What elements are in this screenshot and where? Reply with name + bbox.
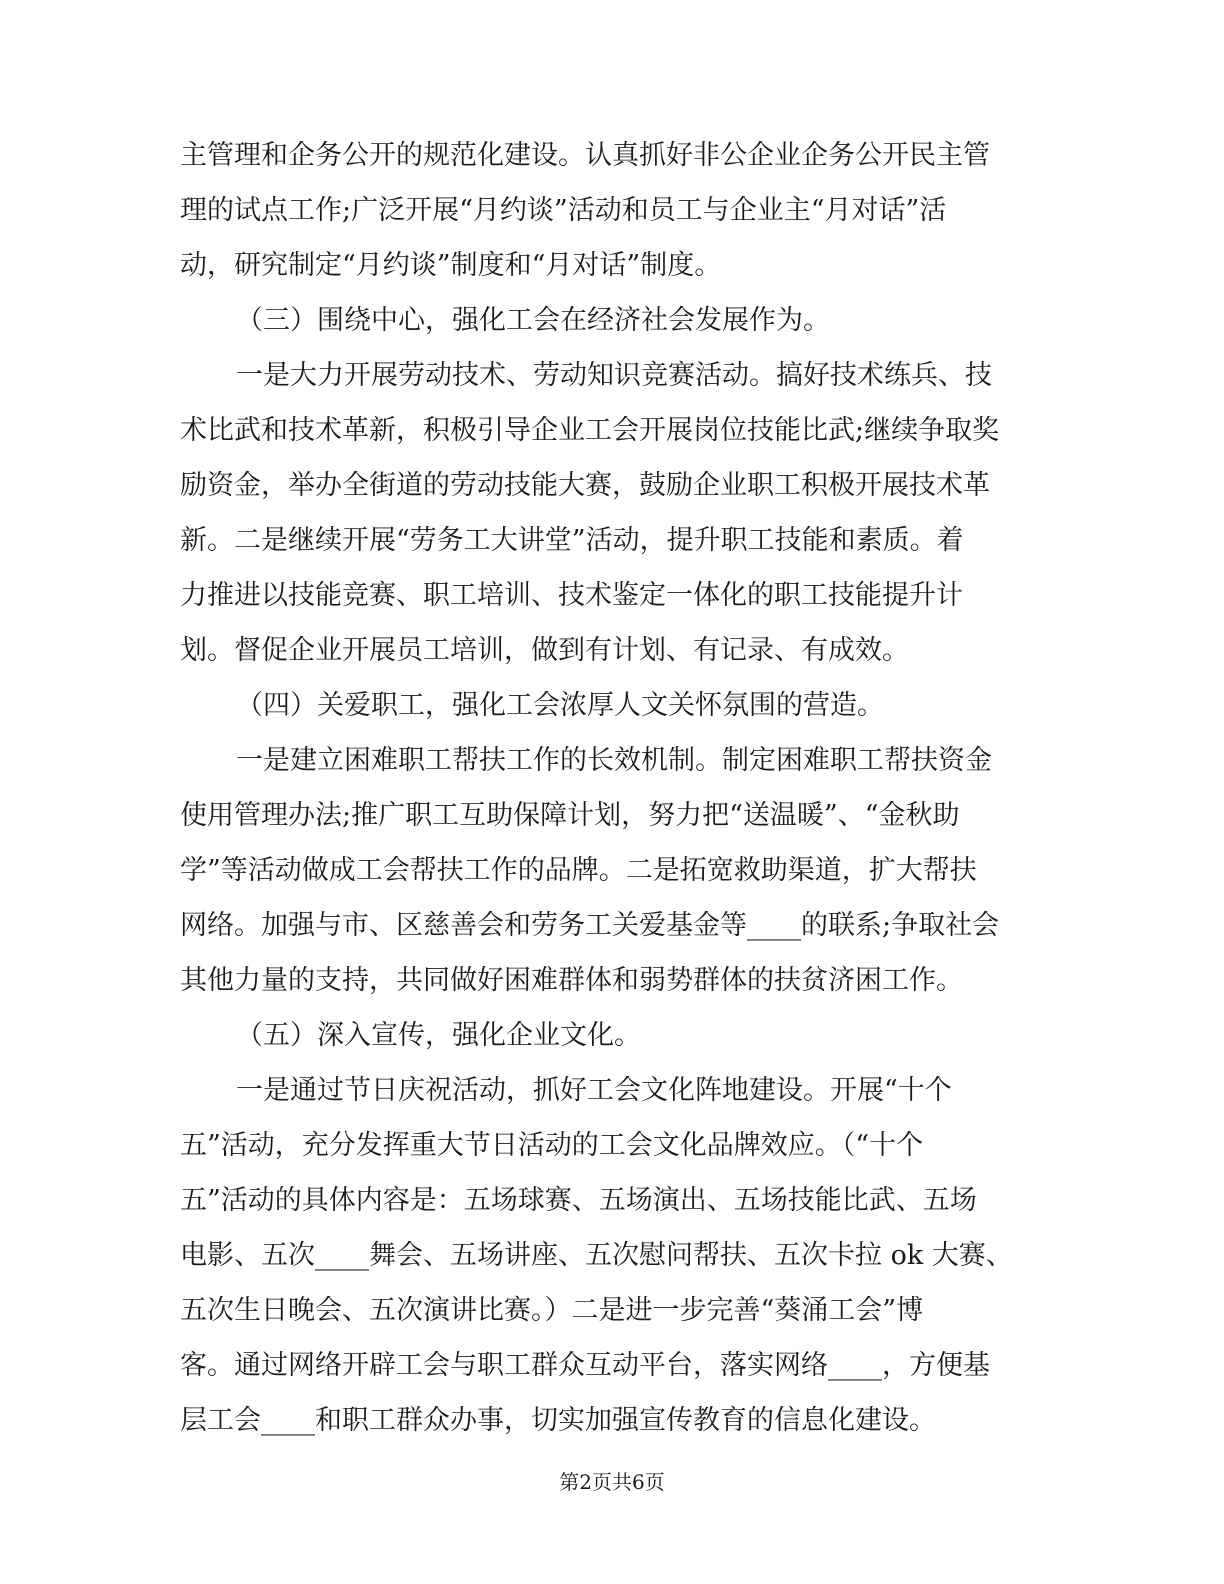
- text-line: 新。二是继续开展“劳务工大讲堂”活动，提升职工技能和素质。着: [180, 525, 964, 556]
- text-line: 五”活动的具体内容是：五场球赛、五场演出、五场技能比武、五场: [180, 1185, 977, 1216]
- section-heading-4: （四）关爱职工，强化工会浓厚人文关怀氛围的营造。: [236, 690, 884, 721]
- text-line: 学”等活动做成工会帮扶工作的品牌。二是拓宽救助渠道，扩大帮扶: [180, 855, 977, 886]
- document-body: [180, 128, 1026, 1448]
- text-line: 电影、五次____舞会、五场讲座、五次慰问帮扶、五次卡拉 ok 大赛、: [180, 1240, 1013, 1271]
- text-line: 一是通过节日庆祝活动，抓好工会文化阵地建设。开展“十个: [236, 1075, 952, 1106]
- text-line: 其他力量的支持，共同做好困难群体和弱势群体的扶贫济困工作。: [180, 965, 963, 996]
- text-line: 五”活动，充分发挥重大节日活动的工会文化品牌效应。（“十个: [180, 1130, 924, 1161]
- text-line: 一是建立困难职工帮扶工作的长效机制。制定困难职工帮扶资金: [236, 745, 992, 776]
- text-line: 一是大力开展劳动技术、劳动知识竞赛活动。搞好技术练兵、技: [236, 360, 992, 391]
- text-line: 使用管理办法;推广职工互助保障计划，努力把“送温暖”、“金秋助: [180, 800, 960, 831]
- text-line: 主管理和企务公开的规范化建设。认真抓好非公企业企务公开民主管: [180, 140, 990, 171]
- text-line: 五次生日晚会、五次演讲比赛。）二是进一步完善“葵涌工会”博: [180, 1295, 924, 1326]
- section-heading-3: （三）围绕中心，强化工会在经济社会发展作为。: [236, 305, 830, 336]
- text-line: 层工会____和职工群众办事，切实加强宣传教育的信息化建设。: [180, 1405, 936, 1436]
- text-line: 理的试点工作;广泛开展“月约谈”活动和员工与企业主“月对话”活: [180, 195, 947, 226]
- text-line: 划。督促企业开展员工培训，做到有计划、有记录、有成效。: [180, 635, 909, 666]
- text-line: 网络。加强与市、区慈善会和劳务工关爱基金等____的联系;争取社会: [180, 910, 1000, 941]
- text-line: 动，研究制定“月约谈”制度和“月对话”制度。: [180, 250, 722, 281]
- text-line: 术比武和技术革新，积极引导企业工会开展岗位技能比武;继续争取奖: [180, 415, 1000, 446]
- text-line: 力推进以技能竞赛、职工培训、技术鉴定一体化的职工技能提升计: [180, 580, 963, 611]
- text-line: 励资金，举办全街道的劳动技能大赛，鼓励企业职工积极开展技术革: [180, 470, 990, 501]
- section-heading-5: （五）深入宣传，强化企业文化。: [236, 1020, 641, 1051]
- page-footer: 第2页共6页: [559, 1470, 665, 1494]
- text-line: 客。通过网络开辟工会与职工群众互动平台，落实网络____，方便基: [180, 1350, 990, 1381]
